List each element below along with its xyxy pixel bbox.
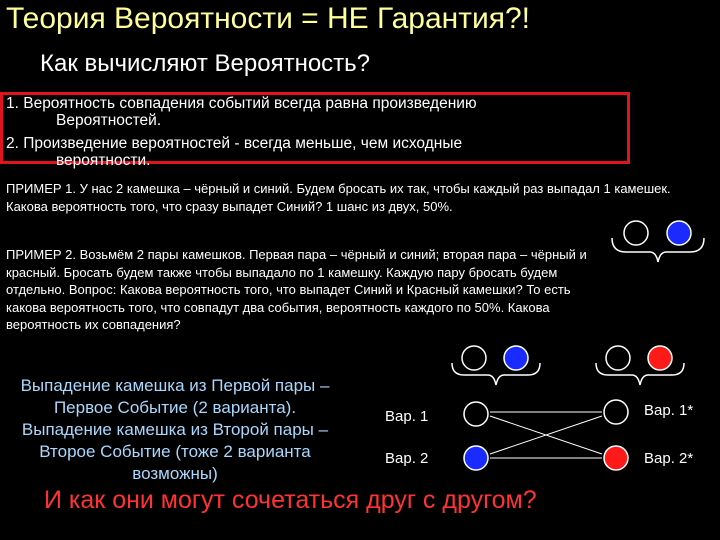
rule-1-line-2: Вероятностей. [56,112,162,129]
variant-1-label: Вар. 1 [385,408,429,425]
rule-1-line-1: 1. Вероятность совпадения событий всегда равна произведению [6,95,477,112]
example-1-text: ПРИМЕР 1. У нас 2 камешка – чёрный и синий. Будем бросать их так, чтобы каждый раз выпадал 1 камешек. Какова вероятность того, что сразу выпадет Синий? 1 шанс из двух, 50%. [6,181,671,214]
red-stone-icon [604,446,628,470]
red-stone-icon [648,346,672,370]
rule-2-line-2: вероятности. [56,152,151,169]
blue-stone-icon [504,346,528,370]
rule-2-line-1: 2. Произведение вероятностей - всегда меньше, чем исходные [6,135,463,152]
example-2-text: ПРИМЕР 2. Возьмём 2 пары камешков. Первая пара – чёрный и синий; вторая пара – чёрный и красный. Бросать будем также чтобы выпадало по 1 камешку. Каждую пару бросать будем отдельно. Вопрос: Какова вероятность того, что выпадет Синий и Красный камешки? То есть какова вероятность того, что совпадут два события, вероятность каждого по 50%. Какова вероятность их совпадения? [6,247,587,332]
closing-question: И как они могут сочетаться друг с другом? [44,486,537,514]
black-stone-icon [464,402,488,426]
slide-title: Теория Вероятности = НЕ Гарантия?! [6,2,530,35]
variant-2-label: Вар. 2 [385,450,429,467]
variant-1-star-label: Вар. 1* [644,402,694,419]
black-stone-icon [624,221,648,245]
black-stone-icon [604,400,628,424]
black-stone-icon [462,346,486,370]
blue-stone-icon [667,221,691,245]
slide-subtitle: Как вычисляют Вероятность? [40,50,371,77]
brace-icon [612,238,704,262]
events-explanation: Выпадение камешка из Первой пары – Первое Событие (2 варианта). Выпадение камешка из Второй пары – Второе Событие (тоже 2 варианта возможны) [20,376,330,483]
blue-stone-icon [464,446,488,470]
black-stone-icon [606,346,630,370]
variant-2-star-label: Вар. 2* [644,450,694,467]
